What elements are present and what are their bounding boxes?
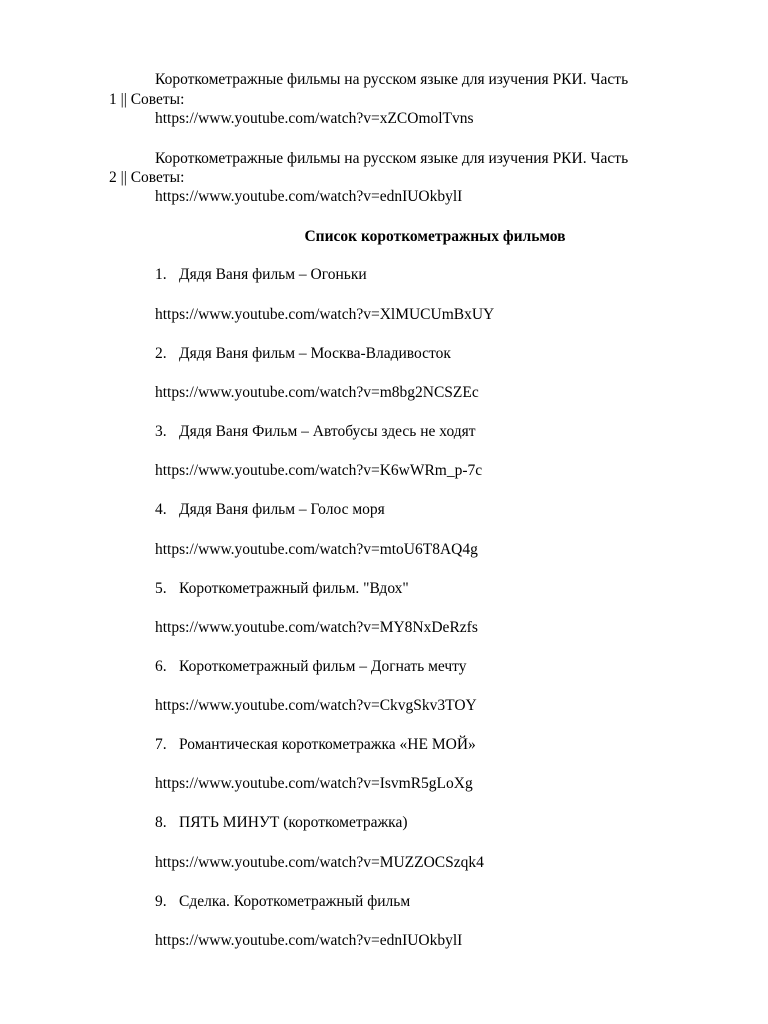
film-title: Дядя Ваня фильм – Москва-Владивосток: [179, 345, 451, 362]
film-list-heading: Список короткометражных фильмов: [304, 228, 566, 245]
film-number: 4.: [155, 501, 167, 518]
film-title: Сделка. Короткометражный фильм: [179, 893, 411, 910]
film-number: 2.: [155, 345, 167, 362]
film-number: 5.: [155, 580, 167, 597]
film-item-4: [155, 500, 385, 520]
film-title: Дядя Ваня Фильм – Автобусы здесь не ходят: [179, 423, 476, 440]
film-item-1: [155, 265, 367, 285]
film-link-8[interactable]: https://www.youtube.com/watch?v=MUZZOCSzqk4: [155, 854, 484, 871]
film-number: 1.: [155, 266, 167, 283]
film-link-2[interactable]: https://www.youtube.com/watch?v=m8bg2NCSZEc: [155, 384, 479, 401]
film-item-7: [155, 735, 476, 755]
film-number: 9.: [155, 893, 167, 910]
film-item-6: [155, 657, 467, 677]
film-title: Дядя Ваня фильм – Огоньки: [179, 266, 367, 283]
film-item-5: [155, 579, 409, 599]
film-link-7[interactable]: https://www.youtube.com/watch?v=IsvmR5gLoXg: [155, 775, 473, 792]
film-item-9: [155, 892, 410, 912]
film-title: Короткометражный фильм. "Вдох": [179, 580, 409, 597]
intro-2-text-line2: 2 || Советы:: [109, 169, 185, 186]
film-link-3[interactable]: https://www.youtube.com/watch?v=K6wWRm_p-7c: [155, 462, 483, 479]
film-title: ПЯТЬ МИНУТ (короткометражка): [179, 814, 408, 831]
intro-1-link[interactable]: https://www.youtube.com/watch?v=xZCOmolTvns: [155, 110, 474, 127]
film-number: 6.: [155, 658, 167, 675]
film-title: Дядя Ваня фильм – Голос моря: [179, 501, 385, 518]
film-number: 7.: [155, 736, 167, 753]
film-link-9[interactable]: https://www.youtube.com/watch?v=ednIUOkbylI: [155, 932, 463, 949]
intro-2-text-line1: Короткометражные фильмы на русском языке для изучения РКИ. Часть: [155, 150, 629, 167]
intro-1-text-line1: Короткометражные фильмы на русском языке для изучения РКИ. Часть: [155, 71, 629, 88]
film-number: 3.: [155, 423, 167, 440]
film-item-8: [155, 813, 408, 833]
film-link-4[interactable]: https://www.youtube.com/watch?v=mtoU6T8AQ4g: [155, 541, 478, 558]
film-link-5[interactable]: https://www.youtube.com/watch?v=MY8NxDeRzfs: [155, 619, 478, 636]
intro-2-link[interactable]: https://www.youtube.com/watch?v=ednIUOkbylI: [155, 188, 463, 205]
film-item-3: [155, 422, 476, 442]
film-number: 8.: [155, 814, 167, 831]
film-title: Короткометражный фильм – Догнать мечту: [179, 658, 467, 675]
film-title: Романтическая короткометражка «НЕ МОЙ»: [179, 736, 476, 753]
film-item-2: [155, 344, 451, 364]
intro-1-text-line2: 1 || Советы:: [109, 91, 185, 108]
film-link-6[interactable]: https://www.youtube.com/watch?v=CkvgSkv3TOY: [155, 697, 477, 714]
film-link-1[interactable]: https://www.youtube.com/watch?v=XlMUCUmBxUY: [155, 306, 495, 323]
